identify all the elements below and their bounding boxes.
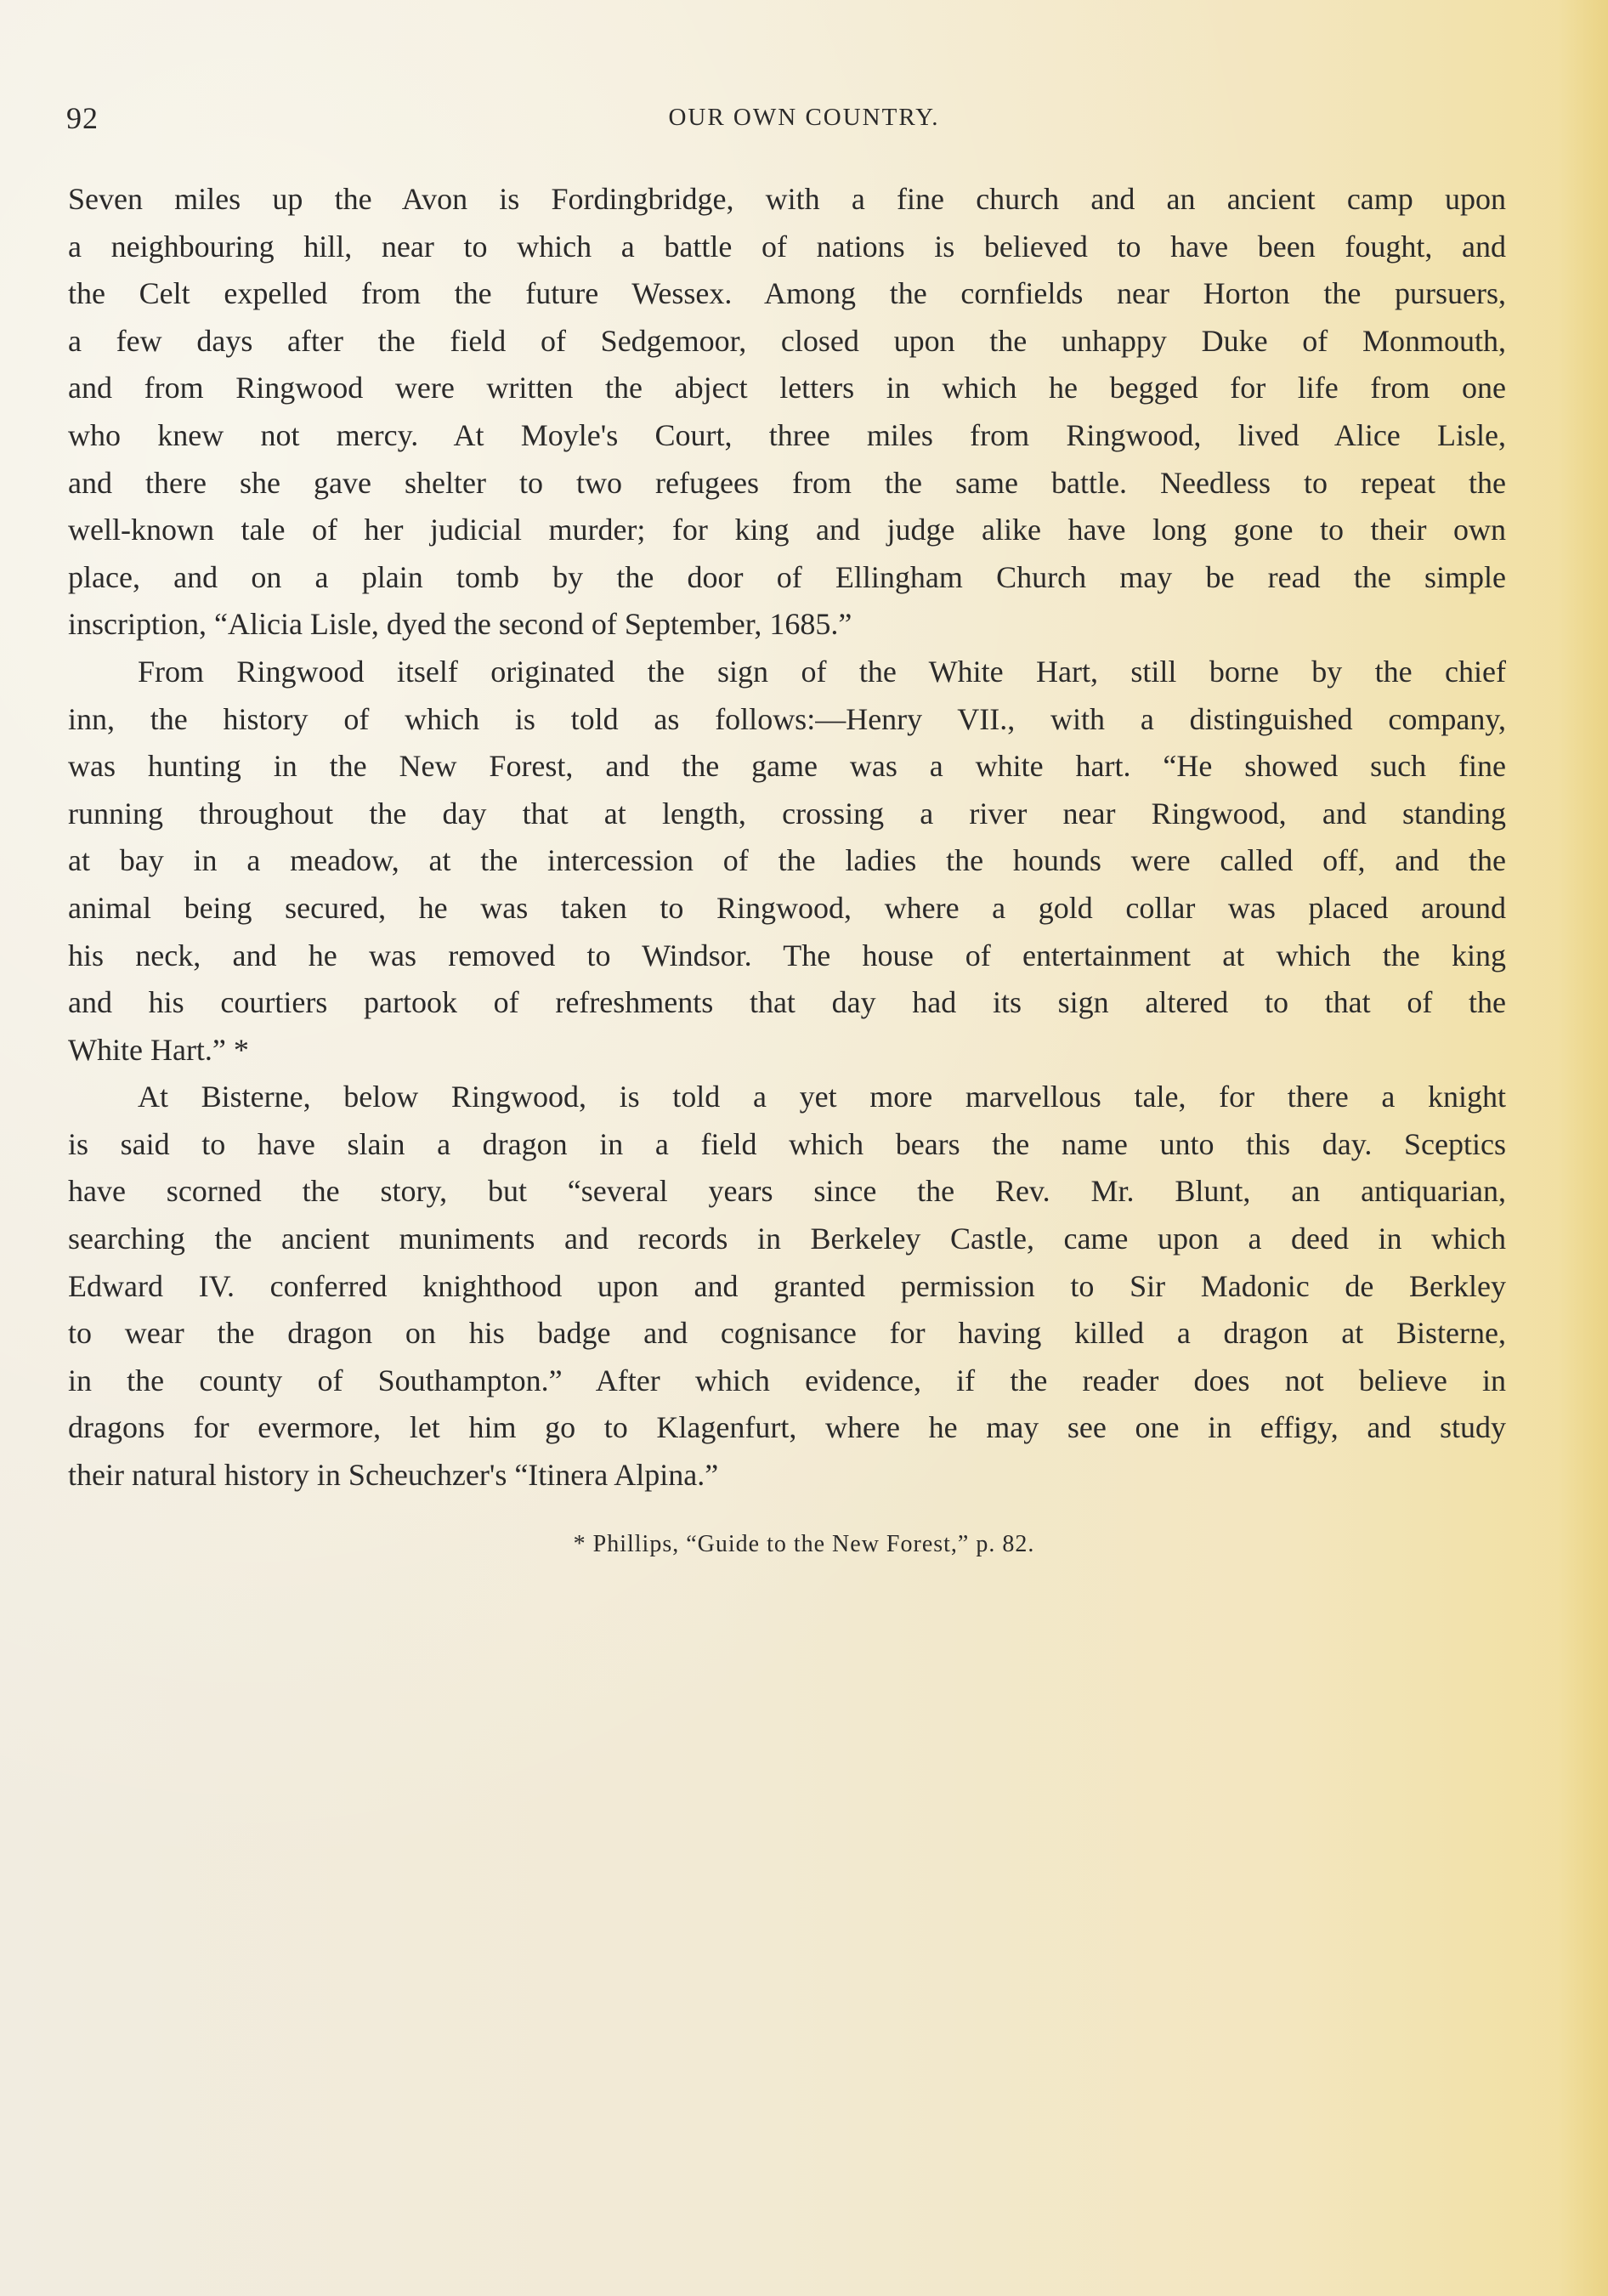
text-line: dragons for evermore, let him go to Klagenfurt, where he may see one in effigy, and study (68, 1410, 1506, 1445)
text-line: in the county of Southampton.” After which evidence, if the reader does not believe in (68, 1363, 1506, 1397)
text-line: At Bisterne, below Ringwood, is told a yet more marvellous tale, for there a knight (138, 1080, 1506, 1114)
text-line: well-known tale of her judicial murder; for king and judge alike have long gone to their own (68, 513, 1506, 547)
text-line: a neighbouring hill, near to which a battle of nations is believed to have been fought, and (68, 229, 1506, 264)
text-line: inn, the history of which is told as follows:—Henry VII., with a distinguished company, (68, 701, 1506, 736)
text-line: running throughout the day that at length, crossing a river near Ringwood, and standing (68, 796, 1506, 831)
paragraph-avon (68, 176, 1506, 649)
text-line: Seven miles up the Avon is Fordingbridge, with a fine church and an ancient camp upon (68, 182, 1506, 216)
page-header (0, 100, 1608, 143)
body-text (68, 176, 1506, 1499)
text-line: inscription, “Alicia Lisle, dyed the second of September, 1685.” (68, 607, 852, 642)
text-line: and there she gave shelter to two refugees from the same battle. Needless to repeat the (68, 465, 1506, 500)
text-line: was hunting in the New Forest, and the game was a white hart. “He showed such fine (68, 749, 1506, 784)
text-line: who knew not mercy. At Moyle's Court, three miles from Ringwood, lived Alice Lisle, (68, 417, 1506, 452)
paragraph-bisterne (68, 1074, 1506, 1499)
text-line: have scorned the story, but “several years since the Rev. Mr. Blunt, an antiquarian, (68, 1174, 1506, 1209)
text-line: place, and on a plain tomb by the door of Ellingham Church may be read the simple (68, 559, 1506, 594)
text-line: the Celt expelled from the future Wessex. Among the cornfields near Horton the pursuers, (68, 276, 1506, 311)
text-line: to wear the dragon on his badge and cognisance for having killed a dragon at Bisterne, (68, 1316, 1506, 1351)
paragraph-white-hart (68, 649, 1506, 1074)
text-line: From Ringwood itself originated the sign of the White Hart, still borne by the chief (138, 654, 1506, 689)
text-line: Edward IV. conferred knighthood upon and granted permission to Sir Madonic de Berkley (68, 1268, 1506, 1303)
page-number: 92 (66, 101, 99, 135)
text-line: at bay in a meadow, at the intercession of the ladies the hounds were called off, and the (68, 843, 1506, 878)
text-line: animal being secured, he was taken to Ringwood, where a gold collar was placed around (68, 890, 1506, 925)
text-line: searching the ancient muniments and records in Berkeley Castle, came upon a deed in which (68, 1222, 1506, 1256)
text-line: their natural history in Scheuchzer's “Itinera Alpina.” (68, 1458, 719, 1493)
page-edge-shading (1557, 0, 1608, 2296)
footnote: * Phillips, “Guide to the New Forest,” p. 82. (573, 1531, 1035, 1557)
text-line: his neck, and he was removed to Windsor. The house of entertainment at which the king (68, 938, 1506, 972)
text-line: and from Ringwood were written the abject letters in which he begged for life from one (68, 371, 1506, 405)
text-line: is said to have slain a dragon in a field which bears the name unto this day. Sceptics (68, 1126, 1506, 1161)
text-line: White Hart.” * (68, 1032, 249, 1067)
text-line: and his courtiers partook of refreshments that day had its sign altered to that of the (68, 985, 1506, 1020)
running-title: OUR OWN COUNTRY. (668, 104, 940, 131)
text-line: a few days after the field of Sedgemoor, closed upon the unhappy Duke of Monmouth, (68, 323, 1506, 358)
